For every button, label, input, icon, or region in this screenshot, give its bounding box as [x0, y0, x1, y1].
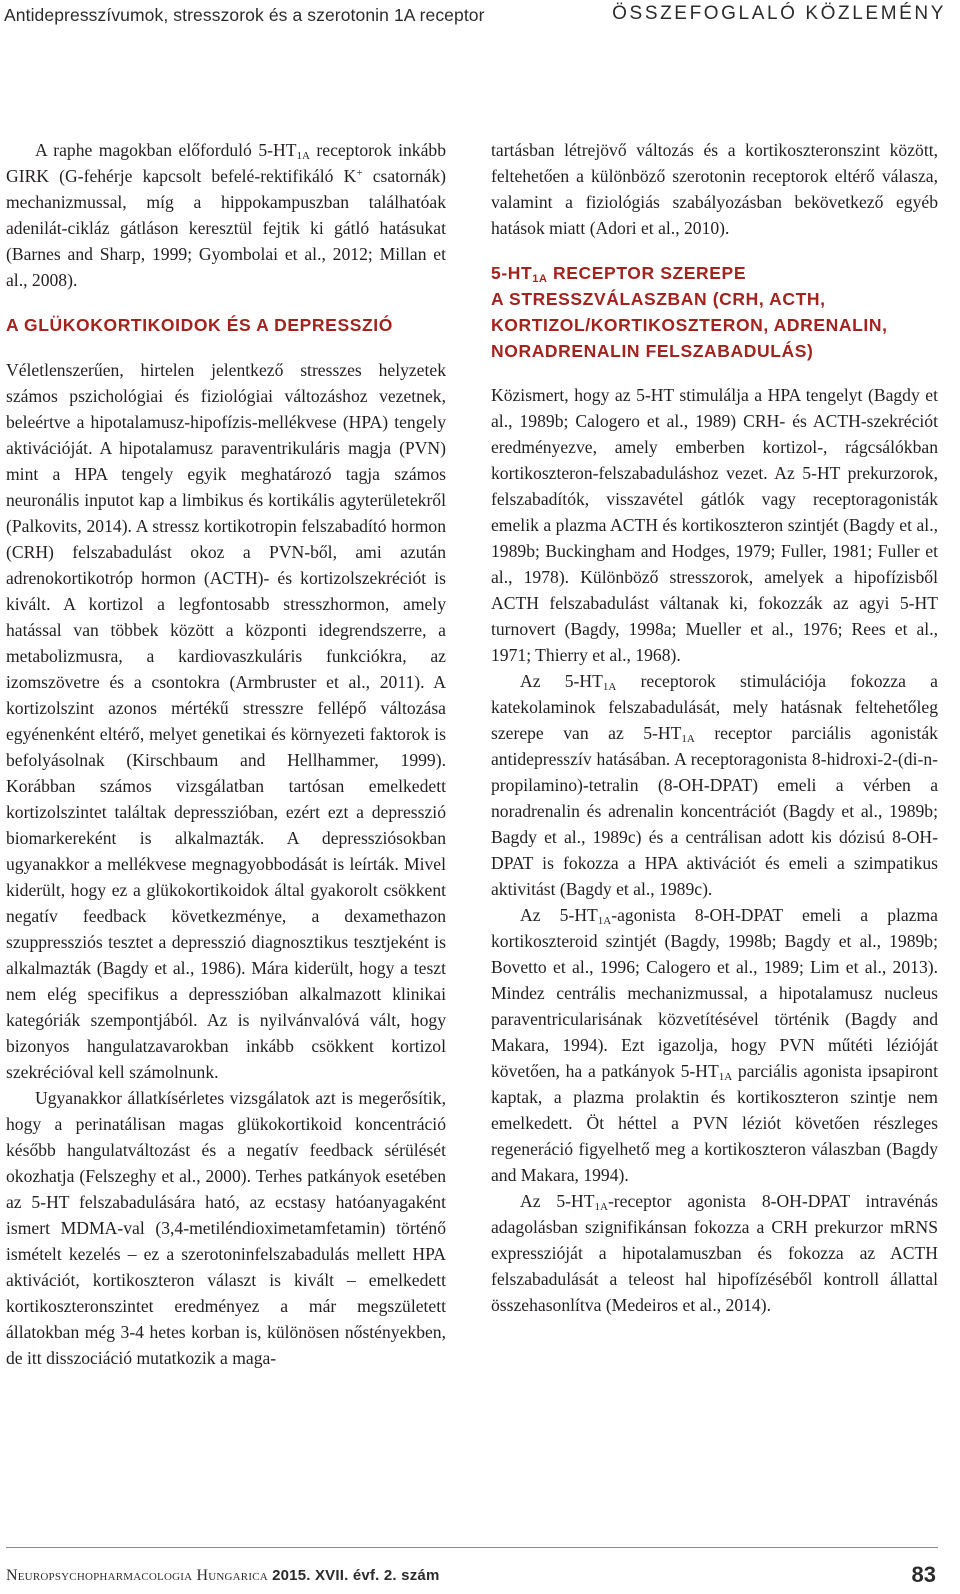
subscript: 1A [602, 681, 617, 693]
text-run: -agonista 8-OH-DPAT emeli a plazma kortikoszteroid szintjét (Bagdy, 1998b; Bagdy et al., 1989b; Bovetto et al., 1996; Calogero et al., 1989; Lim et al., 2013). Mindez centrális mechanizmussal, a hipotalamusz nucleus paraventricularisának közvetítésével történik (Bagdy and Makara, 1994). Ezt igazolja, hogy PVN műtéti lézióját követően, ha a patkányok 5-HT [491, 905, 938, 1081]
left-paragraph-3: Ugyanakkor állatkísérletes vizsgálatok azt is megerősítik, hogy a perinatálisan magas glükokortikoid koncentráció később hangulatváltozást és a negatív feedback sérülését okozhatja (Felszeghy et al., 2000). Terhes patkányok esetében az 5-HT felszabadulására ható, az ecstasy hatóanyagaként ismert MDMA-val (3,4-metiléndioximetamfetamin) történő ismételt kezelés – ez a szerotoninfelszabadulás mellett HPA aktivációt, kortikoszteron választ is kivált – emelkedett kortikoszteronszintet eredményez a már megszületett állatokban még 3-4 hetes korban is, különösen nőstényekben, de itt disszociáció mutatkozik a maga- [6, 1088, 446, 1368]
heading-line: NORADRENALIN FELSZABADULÁS) [491, 341, 814, 361]
subscript: 1A [597, 915, 612, 927]
page-number: 83 [911, 1562, 936, 1587]
right-paragraph-2: Közismert, hogy az 5-HT stimulálja a HPA tengelyt (Bagdy et al., 1989b; Calogero et al., 1989) CRH- és ACTH-szekréciót eredményezve, amely emberben kortizol-, rágcsálókban kortikoszteron-felszabaduláshoz vezet. Az 5-HT prekurzorok, felszabadítók, visszavétel gátlók vagy receptoragonisták emelik a plazma ACTH és kortikoszteron szintjét (Bagdy et al., 1989b; Buckingham and Hodges, 1979; Fuller, 1981; Fuller et al., 1978). Különböző stresszorok, amelyek a hipofízisből ACTH felszabadulást váltanak ki, fokozzák az agyi 5-HT turnovert (Bagdy, 1998a; Mueller et al., 1976; Rees et al., 1971; Thierry et al., 1968). [491, 385, 938, 665]
text-run: Az 5-HT [520, 671, 603, 691]
running-head-section: ÖSSZEFOGLALÓ KÖZLEMÉNY [612, 3, 946, 24]
footer-journal [6, 1567, 439, 1585]
text-run: parciális agonista ipsapiront kaptak, a plazma prolaktin és kortikoszteron szintje nem emelkedett. Öt héttel a PVN léziót követően részleges regeneráció figyelhető meg a kortikoszteron válaszban (Bagdy and Makara, 1994). [491, 1061, 938, 1185]
running-head [0, 0, 960, 34]
journal-name: Neuropsychopharmacologia Hungarica [6, 1567, 268, 1584]
text-run: receptorok inkább GIRK (G-fehérje kapcsolt befelé-rektifikáló K [6, 140, 446, 186]
text-run: A raphe magokban előforduló 5-HT [35, 140, 297, 160]
heading-run: RECEPTOR SZEREPE [547, 263, 747, 283]
journal-issue: 2015. XVII. évf. 2. szám [272, 1567, 440, 1584]
text-run: csatornák) mechanizmussal, míg a hippokampuszban találhatóak adenilát-cikláz gátláson keresztül fejtik ki gátló hatásukat (Barnes and Sharp, 1999; Gyombolai et al., 2012; Millan et al., 2008). [6, 166, 446, 290]
right-paragraph-4 [491, 902, 938, 1188]
heading-run: 5-HT [491, 263, 533, 283]
running-head-title: Antidepresszívumok, stresszorok és a szerotonin 1A receptor [4, 5, 485, 25]
subscript: 1A [594, 1201, 608, 1213]
footer-rule [6, 1547, 938, 1548]
right-paragraph-5 [491, 1188, 938, 1318]
right-column [491, 137, 938, 1318]
right-paragraph-3 [491, 668, 938, 902]
text-run: receptor parciális agonisták antidepresszív hatásában. A receptoragonista 8-hidroxi-2-(di-n-propilamino)-tetralin (8-OH-DPAT) emeli a vérben a noradrenalin és adrenalin koncentrációt (Bagdy et al., 1989b; Bagdy et al., 1989c) és a centrálisan adott kis dózisú 8-OH-DPAT is fokozza a HPA aktivációt és emeli a szimpatikus aktivitást (Bagdy et al., 1989c). [491, 723, 938, 899]
text-run: Az 5-HT [520, 1191, 595, 1211]
heading-line: KORTIZOL/KORTIKOSZTERON, ADRENALIN, [491, 315, 888, 335]
superscript: + [356, 167, 363, 179]
text-run: Az 5-HT [520, 905, 598, 925]
subscript: 1A [718, 1071, 733, 1083]
section-heading-glucocorticoids: A GLÜKOKORTIKOIDOK ÉS A DEPRESSZIÓ [6, 315, 393, 335]
text-run: receptorok stimulációja fokozza a katekolaminok felszabadulását, mely hatásnak feltehetőleg szerepe van az 5-HT [491, 671, 938, 743]
left-column [6, 137, 446, 1371]
heading-line: A STRESSZVÁLASZBAN (CRH, ACTH, [491, 289, 826, 309]
text-run: -receptor agonista 8-OH-DPAT intravénás adagolásban szignifikánsan fokozza a CRH prekurzor mRNS expresszióját a hipotalamuszban és fokozza az ACTH felszabadulását a teleost hal hipofízéséből kontroll állattal összehasonlítva (Medeiros et al., 2014). [491, 1191, 938, 1315]
right-paragraph-1: tartásban létrejövő változás és a kortikoszteronszint között, feltehetően a különböző szerotonin receptorok eltérő válasza, valamint a fiziológiás szabályozásban bekövetkező egyéb hatások miatt (Adori et al., 2010). [491, 140, 938, 238]
subscript: 1A [296, 150, 310, 162]
subscript: 1A [681, 733, 695, 745]
section-heading-5ht1a-stress [491, 260, 938, 364]
left-paragraph-1 [6, 137, 446, 293]
left-paragraph-2: Véletlenszerűen, hirtelen jelentkező stresszes helyzetek számos pszichológiai és fiziológiai változáshoz vezetnek, beleértve a hipotalamusz-hipofízis-mellékvese (HPA) tengely aktivációját. A hipotalamusz paraventrikuláris magja (PVN) mint a HPA tengely egyik meghatározó tagja számos neuronális inputot kap a limbikus és kortikális agyterületekről (Palkovits, 2014). A stressz kortikotropin felszabadító hormon (CRH) felszabadulást okoz a PVN-ből, ami azután adrenokortikotróp hormon (ACTH)- és kortizolszekréciót is kivált. A kortizol a legfontosabb stresszhormon, amely hatással van többek között a központi idegrendszerre, a metabolizmusra, a kardiovaszkuláris funkciókra, az izomszövetre és a csontokra (Armbruster et al., 2011). A kortizolszint azonos mértékű stresszre fellépő változása egyénenként eltérő, melyet genetikai és környezeti faktorok is befolyásolnak (Kirschbaum and Hellhammer, 1999). Korábban számos vizsgálatban tartósan emelkedett kortizolszintet találtak depresszióban, ezért ezt a depresszió biomarkereként is alkalmazták. A depressziósokban ugyanakkor a mellékvese megnagyobbodását is leírták. Mivel kiderült, hogy ez a glükokortikoidok által gyakorolt csökkent negatív feedback következménye, a dexamethazon szuppressziós tesztet a depresszió diagnosztikus tesztjeként is alkalmazták (Bagdy et al., 1986). Mára kiderült, hogy a teszt nem elég specifikus a depresszióban alkalmazott klinikai kategóriák szempontjából. Az is nyilvánvalóvá vált, hogy bizonyos hangulatzavarokban inkább csökkent kortizol szekrécióval kell számolnunk. [6, 360, 446, 1082]
heading-subscript: 1A [532, 273, 548, 285]
